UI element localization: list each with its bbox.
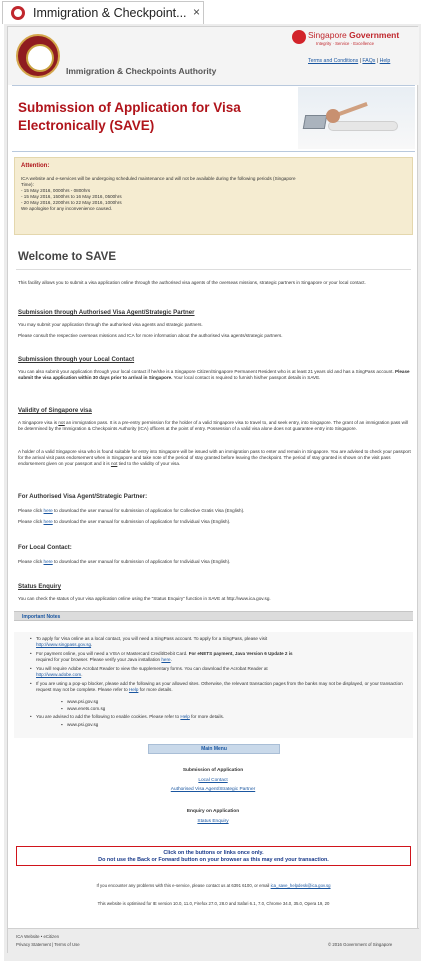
singapore-government-logo-icon [292,30,306,44]
browser-optimised-text: This website is optimised for IE version 10.0, 11.0, Firefox 27.0, 28.0 and Safari 6.1, 7.0, Chrome 34.0, 35.0, Opera 19, 20 [97,901,330,906]
title-divider [12,151,415,152]
helpdesk-text [18,883,409,889]
footer-policy-links[interactable]: Privacy Statement | Terms of Use [16,942,80,947]
tab-title: Immigration & Checkpoint... [33,6,187,20]
singpass-link[interactable]: http://www.singpass.gov.sg [36,641,92,647]
note-item [36,714,406,720]
note-text: . [170,656,172,662]
person-body-shape [328,121,398,131]
for-agent-text: Please click [18,508,44,513]
local-contact-menu-link[interactable]: Local Contact [198,778,228,783]
laptop-icon [303,115,327,129]
main-container [7,26,418,953]
for-local-text: to download the user manual for submission of application for Individual Visa (English). [52,559,231,564]
page-title [18,99,288,134]
important-notes-title: Important Notes [22,613,61,620]
note-text: You will require Adobe Acrobat Reader to view the supplementary forms. You can download the Acrobat Reader at [36,666,268,671]
for-agent-line [18,519,413,525]
validity-text-not: not [58,420,65,425]
note-item [36,636,406,648]
warning-line1: Click on the buttons or links once only. [163,850,264,856]
note-text: for more details. [138,686,173,692]
allowed-site: ▪ www.psi.gov.sg [67,699,98,705]
main-menu-bar [148,744,280,754]
collective-visa-manual-link[interactable]: here [43,508,53,513]
cookie-site: ▪ www.psi.gov.sg [67,722,98,728]
local-individual-visa-manual-link[interactable]: here [43,559,53,564]
status-enquiry-menu-link[interactable]: Status Enquiry [197,819,229,824]
validity-text-part: an immigration pass. It is a pre-entry permission for the holder of a valid Singapore visa to travel to, and seek entry, into Singapore. The grant of an immigration pass will be determined by the Immigration & Checkpoints Authority (ICA) officers at the point of entry. Possession of a valid visa alone does not guarantee entry into Singapore. [18,420,409,431]
note-item [36,666,406,678]
for-local-heading: For Local Contact: [18,544,72,551]
for-agent-text: to download the user manual for submission of application for Collective Gratis Visa (English). [52,508,245,513]
sg-gov-prefix: Singapore [308,30,350,40]
singapore-government-tagline: Integrity · Service · Excellence [316,41,375,46]
welcome-heading: Welcome to SAVE [18,251,116,263]
local-text-part: You can also submit your application through your local contact if he/she is a Singapore Citizen/Singapore Permanent Resident who is at least 21 years old and has a SingPass account. [18,369,395,374]
attention-title: Attention: [21,163,50,169]
agent-section-text: Please consult the respective overseas missions and ICA for more information about the authorised visa agents/strategic partners. [18,333,283,338]
footer-site-links[interactable]: ICA Website • eCitizen [16,934,59,939]
note-text: If you are using a pop-up blocker, please add the following as your allowed sites. Otherwise, the relevant transaction pages from the banks may not be displayed, or your transaction request may not be complete. Please refer to [36,681,403,692]
note-text: To apply for Visa online as a local contact, you will need a SingPass account. To apply for a SingPass, please visit [36,636,268,641]
validity-text-not: not [110,460,118,466]
warning-box [16,846,411,866]
attention-line: ICA website and e-services will be undergoing scheduled maintenance and will not be available during the following periods (Singapore [21,175,296,181]
page-title-line2: Electronically (SAVE) [18,117,155,133]
link-separator: | [375,58,380,64]
attention-box [14,157,413,235]
terms-link[interactable]: Terms and Conditions [308,58,359,64]
attention-line: Time): [21,181,34,187]
enquiry-menu-heading: Enquiry on Application [186,809,240,814]
main-menu-title: Main Menu [201,746,227,752]
person-arm-shape [338,102,368,116]
important-notes-bar [14,611,413,621]
welcome-intro: This facility allows you to submit a visa application online through the authorised visa agents of the overseas missions, strategic partners in Singapore or your local contact. [18,280,366,285]
validity-text-part: A holder of a valid Singapore visa who is found suitable for entry into Singapore will be issued with an immigration pass to enter and remain in Singapore. You are advised to check your passport for the arrival visit pass endorsement when in Singapore and take note of the period of stay granted before leaving the checkpoint. The period of stay granted is shown on the visit pass endorsement given on your passport and it is [18,449,411,466]
validity-text-part: A Singapore visa is [18,420,59,425]
validity-text [18,449,413,467]
note-text: For payment online, you will need a VISA or Mastercard Credit/Debit Card. [36,651,189,656]
for-agent-line [18,508,413,514]
link-separator: | [358,58,363,64]
ica-favicon-icon [11,6,25,20]
footer-copyright: © 2016 Government of Singapore [328,942,393,947]
local-text-emphasis: Please submit the visa application within 30 days prior to arrival in Singapore. [18,369,410,380]
site-header [8,27,419,85]
attention-line: - 20 May 2016, 2200hrs to 22 May 2016, 1000hrs [21,199,122,205]
attention-line: We apologise for any inconvenience caused. [21,205,113,211]
attention-line: - 15 May 2016, 0000hrs - 0800hrs [21,187,91,193]
important-notes-list [14,632,413,738]
helpdesk-email-link[interactable]: ica_save_helpdesk@ica.gov.sg [270,883,331,888]
agent-section-text: You may submit your application through the authorised visa agents and strategic partners. [18,322,203,327]
validity-text [18,420,413,432]
agency-name: Immigration & Checkpoints Authority [66,66,217,76]
allowed-site: ▪ www.enets.com.sg [67,706,105,712]
person-head-shape [326,109,340,123]
note-text: You are advised to add the following to enable cookies. Please refer to [36,714,181,719]
help-link[interactable]: Help [379,58,391,64]
popup-help-link[interactable]: Help [128,686,139,692]
status-enquiry-heading: Status Enquiry [18,583,62,590]
note-item [36,681,406,693]
validity-section-heading: Validity of Singapore visa [18,407,92,414]
individual-visa-manual-link[interactable]: here [43,519,53,524]
browser-tab-bar [0,0,425,24]
validity-text-part: tied to the validity of your visa. [117,460,181,466]
agent-menu-link[interactable]: Authorised Visa Agent/Strategic Partner [170,787,256,792]
page-title-line1: Submission of Application for Visa [18,100,241,115]
note-item [36,651,406,663]
ica-crest-icon[interactable] [16,34,60,78]
note-text-bold: For eNETS payment, Java Version 6 Update 2 is [188,651,293,656]
tab-close-icon[interactable]: × [193,5,201,19]
top-links [308,58,390,65]
for-local-text: Please click [18,559,44,564]
banner-image [298,87,415,149]
page-background [4,24,421,961]
agent-section-heading: Submission through Authorised Visa Agent/Strategic Partner [18,309,195,316]
sg-gov-suffix: Government [349,30,400,40]
welcome-divider [16,269,411,270]
site-footer [8,928,419,954]
header-divider [12,85,415,86]
for-local-line [18,559,413,565]
warning-line2: Do not use the Back or Forward button on your browser as this may end your transaction. [98,857,329,864]
for-agent-text: Please click [18,519,44,524]
local-text-part: Your local contact is required to furnish his/her passport details in SAVE. [172,374,321,380]
local-section-heading: Submission through your Local Contact [18,356,135,363]
helpdesk-text-part: If you encounter any problems with this e-service, please contact us at 6391 6100, or email [96,883,271,888]
local-section-text [18,369,413,381]
for-agent-text: to download the user manual for submission of application for Individual Visa (English). [52,519,231,524]
attention-line: - 15 May 2016, 1500hrs to 16 May 2016, 0500hrs [21,193,122,199]
for-agent-heading: For Authorised Visa Agent/Strategic Partner: [18,493,148,500]
cookies-help-link[interactable]: Help [180,714,190,719]
note-text: . [81,671,83,677]
note-text: required for your browser. Please verify your Java installation [36,656,162,662]
faqs-link[interactable]: FAQs [362,58,376,64]
adobe-link[interactable]: http://www.adobe.com [36,671,82,677]
java-check-link[interactable]: here [161,656,171,662]
browser-tab[interactable] [2,1,204,24]
status-enquiry-text: You can check the status of your visa application online using the "Status Enquiry" function in SAVE at http://www.ica.gov.sg. [18,596,271,601]
note-text: . [91,641,93,647]
submission-menu-heading: Submission of Application [182,768,244,773]
singapore-government-label [308,30,399,41]
note-text: for more details. [189,714,225,719]
